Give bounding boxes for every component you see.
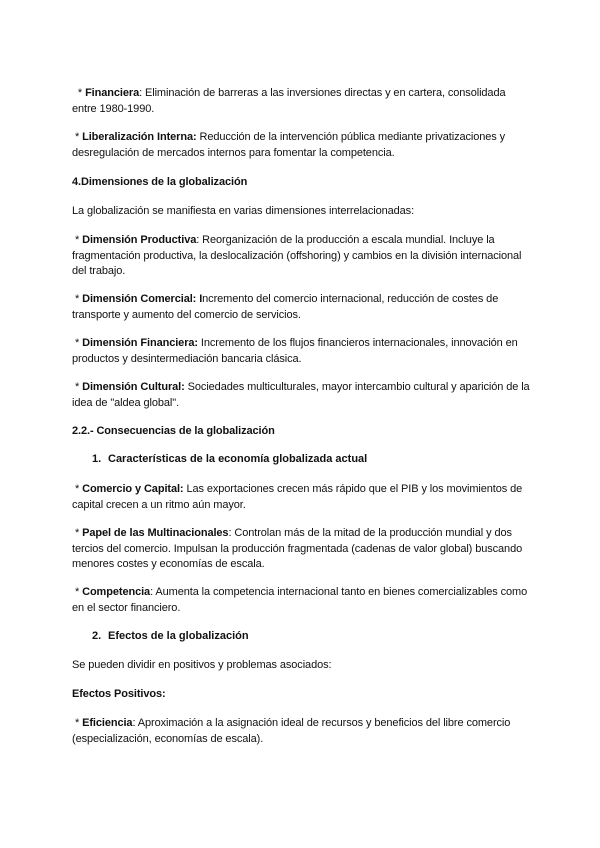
term: Liberalización Interna:: [82, 131, 197, 143]
item-number: 1.: [92, 453, 102, 465]
item-number: 2.: [92, 630, 102, 642]
item-heading: Características de la economía globalizada actual: [108, 453, 368, 465]
efectos-intro: Se pueden dividir en positivos y problemas asociados:: [72, 659, 332, 671]
paragraph-multinacionales: [72, 526, 532, 573]
paragraph-liberalizacion: [72, 130, 532, 161]
term: Dimensión Productiva: [82, 234, 197, 246]
bullet: *: [72, 586, 83, 598]
term: Competencia: [82, 586, 151, 598]
paragraph-dim-financiera: [72, 336, 532, 367]
bullet: *: [72, 234, 83, 246]
term: Papel de las Multinacionales: [82, 527, 229, 539]
bullet: *: [72, 293, 83, 305]
section-heading-consecuencias: 2.2.- Consecuencias de la globalización: [72, 425, 275, 437]
term: Dimensión Cultural:: [82, 381, 185, 393]
bullet: *: [72, 717, 83, 729]
term: Dimensión Comercial: I: [82, 293, 203, 305]
term: Financiera: [85, 87, 140, 99]
body-text: : Controlan más de la mitad de la producción mundial y dos tercios del comercio. Impulsan la producción fragmentada (cadenas de valor global) buscando menores costes y economías de escala.: [72, 527, 523, 570]
bullet: *: [72, 337, 83, 349]
paragraph-competencia: [72, 585, 532, 616]
body-text: : Eliminación de barreras a las inversiones directas y en cartera, consolidada entre 1980-1990.: [72, 87, 506, 115]
bullet: *: [72, 131, 83, 143]
bullet: *: [72, 87, 86, 99]
item-heading: Efectos de la globalización: [108, 630, 249, 642]
bullet: *: [72, 483, 83, 495]
paragraph-eficiencia: [72, 716, 532, 747]
paragraph-dim-cultural: [72, 380, 532, 411]
term: Dimensión Financiera:: [82, 337, 198, 349]
bullet: *: [72, 527, 83, 539]
body-text: : Aumenta la competencia internacional tanto en bienes comercializables como en el sector financiero.: [72, 586, 528, 614]
body-text: : Aproximación a la asignación ideal de recursos y beneficios del libre comercio (especialización, economías de escala).: [72, 717, 511, 745]
paragraph-financiera: [72, 86, 532, 117]
term: Comercio y Capital:: [82, 483, 184, 495]
body-text: Reducción de la intervención pública mediante privatizaciones y desregulación de mercados internos para fomentar la competencia.: [72, 131, 506, 159]
body-text: Sociedades multiculturales, mayor intercambio cultural y aparición de la idea de "aldea global".: [72, 381, 530, 409]
paragraph-dim-productiva: [72, 233, 532, 280]
body-text: Incremento de los flujos financieros internacionales, innovación en productos y desintermediación bancaria clásica.: [72, 337, 518, 365]
paragraph-comercio-capital: [72, 482, 532, 513]
section-heading-dimensiones: 4.Dimensiones de la globalización: [72, 176, 248, 188]
term: Eficiencia: [82, 717, 133, 729]
body-text: : Reorganización de la producción a escala mundial. Incluye la fragmentación productiva, la deslocalización (offshoring) y cambios en la división internacional del trabajo.: [72, 234, 522, 277]
body-text: ncremento del comercio internacional, reducción de costes de transporte y aumento del comercio de servicios.: [72, 293, 499, 321]
body-text: Las exportaciones crecen más rápido que el PIB y los movimientos de capital crecen a un ritmo aún mayor.: [72, 483, 523, 511]
efectos-positivos-heading: Efectos Positivos:: [72, 688, 166, 700]
paragraph-dim-comercial: [72, 292, 532, 323]
dimensiones-intro: La globalización se manifiesta en varias dimensiones interrelacionadas:: [72, 205, 415, 217]
bullet: *: [72, 381, 83, 393]
